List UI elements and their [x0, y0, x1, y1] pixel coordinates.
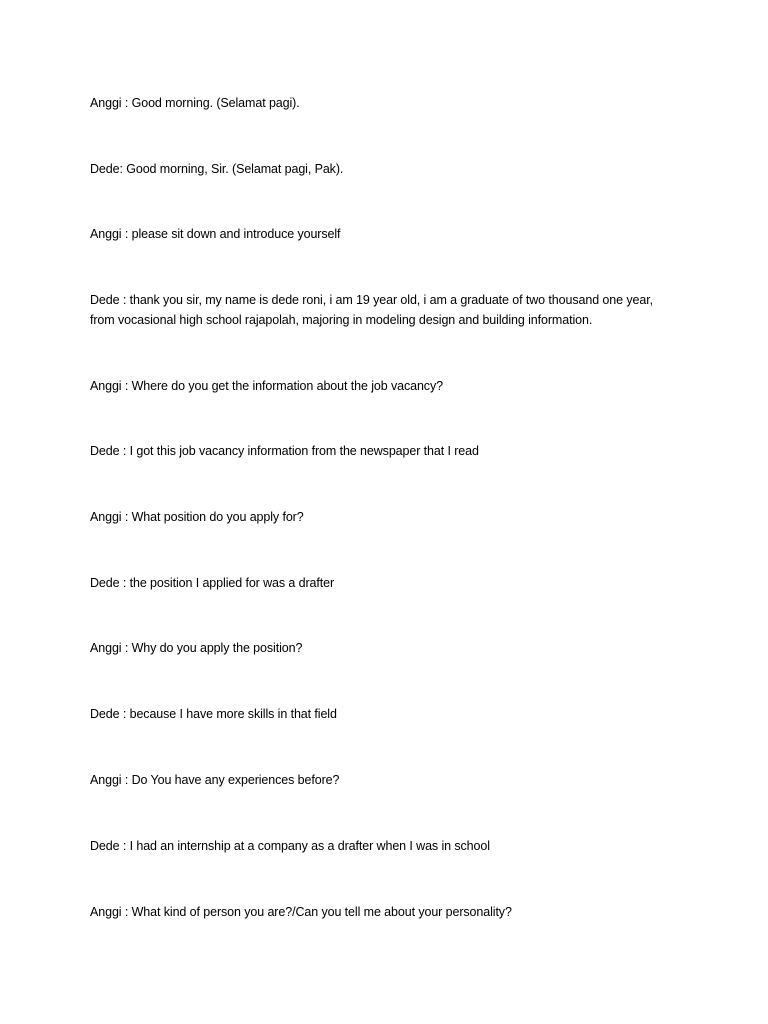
dialogue-line-dede-5: Dede : because I have more skills in that field [90, 707, 337, 721]
dialogue-line-dede-1: Dede: Good morning, Sir. (Selamat pagi, Pak). [90, 162, 344, 176]
dialogue-line-anggi-1: Anggi : Good morning. (Selamat pagi). [90, 96, 300, 110]
dialogue-line-dede-3: Dede : I got this job vacancy information from the newspaper that I read [90, 444, 479, 458]
dialogue-line-dede-6: Dede : I had an internship at a company as a drafter when I was in school [90, 839, 490, 853]
dialogue-line-anggi-5: Anggi : Why do you apply the position? [90, 641, 303, 655]
dialogue-line-anggi-7: Anggi : What kind of person you are?/Can you tell me about your personality? [90, 905, 512, 919]
dialogue-line-dede-2-cont: from vocasional high school rajapolah, majoring in modeling design and building information. [90, 313, 593, 327]
dialogue-line-anggi-3: Anggi : Where do you get the information about the job vacancy? [90, 379, 443, 393]
dialogue-line-dede-2: Dede : thank you sir, my name is dede roni, i am 19 year old, i am a graduate of two thousand one year, [90, 293, 653, 307]
dialogue-line-anggi-6: Anggi : Do You have any experiences before? [90, 773, 340, 787]
dialogue-line-anggi-2: Anggi : please sit down and introduce yourself [90, 227, 341, 241]
dialogue-line-anggi-4: Anggi : What position do you apply for? [90, 510, 304, 524]
dialogue-line-dede-4: Dede : the position I applied for was a drafter [90, 576, 335, 590]
